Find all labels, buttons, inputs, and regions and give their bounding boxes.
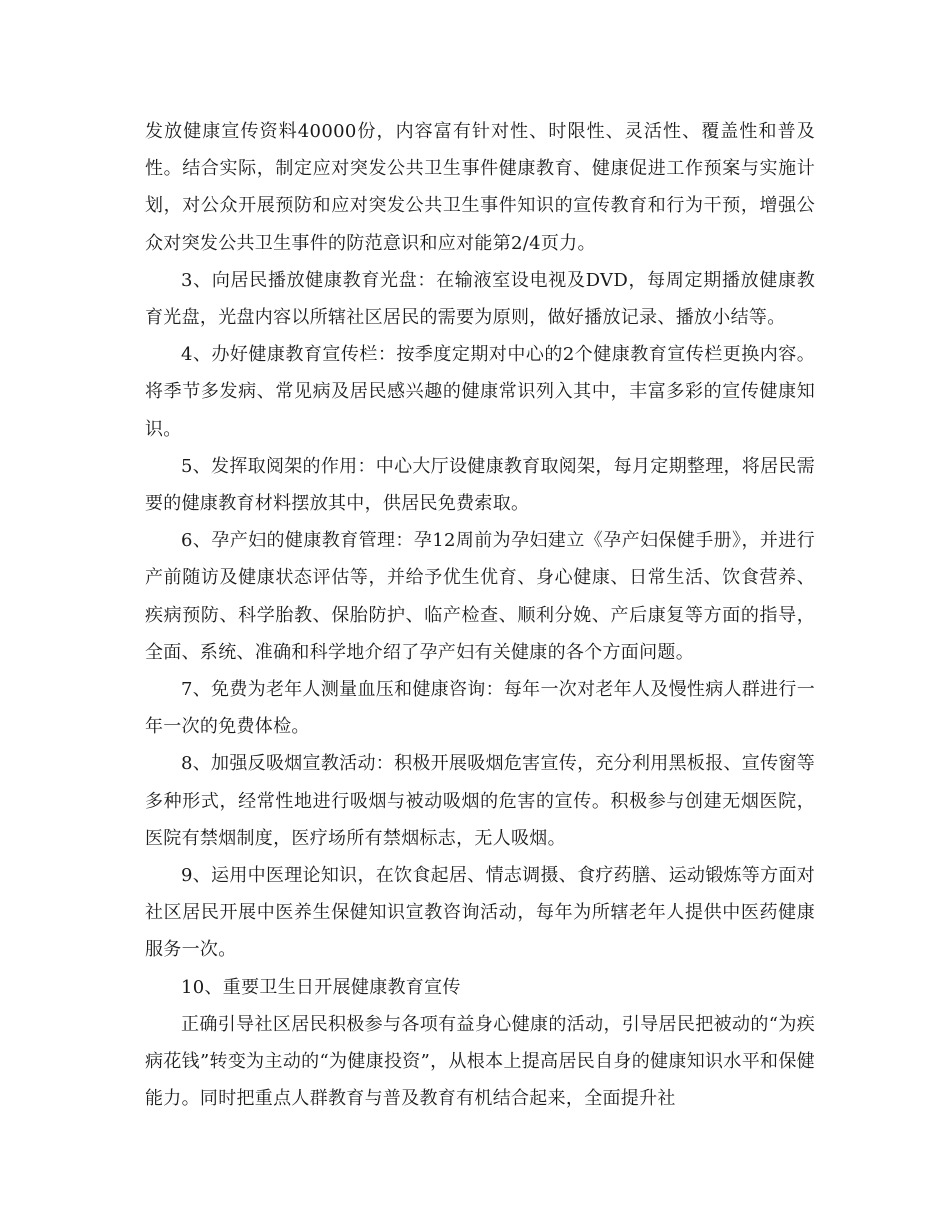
paragraph-closing: 正确引导社区居民积极参与各项有益身心健康的活动，引导居民把被动的“为疾病花钱”转变为主动的“为健康投资”，从根本上提高居民自身的健康知识水平和保健能力。同时把重点人群教育与普及教育有机结合起来，全面提升社 [145,1013,815,1110]
paragraph-item-6: 6、孕产妇的健康教育管理：孕12周前为孕妇建立《孕产妇保健手册》，并进行产前随访及健康状态评估等，并给予优生优育、身心健康、日常生活、饮食营养、疾病预防、科学胎教、保胎防护、临产检查、顺利分娩、产后康复等方面的指导，全面、系统、准确和科学地介绍了孕产妇有关健康的各个方面问题。 [145,530,815,663]
paragraph-item-9: 9、运用中医理论知识，在饮食起居、情志调摄、食疗药膳、运动锻炼等方面对社区居民开展中医养生保健知识宣教咨询活动，每年为所辖老年人提供中医药健康服务一次。 [145,865,815,961]
paragraph-item-7: 7、免费为老年人测量血压和健康咨询：每年一次对老年人及慢性病人群进行一年一次的免费体检。 [145,679,815,738]
paragraph-item-5: 5、发挥取阅架的作用：中心大厅设健康教育取阅架，每月定期整理，将居民需要的健康教育材料摆放其中，供居民免费索取。 [145,455,815,515]
paragraph-intro: 发放健康宣传资料40000份，内容富有针对性、时限性、灵活性、覆盖性和普及性。结合实际，制定应对突发公共卫生事件健康教育、健康促进工作预案与实施计划，对公众开展预防和应对突发公共卫生事件知识的宣传教育和行为干预，增强公众对突发公共卫生事件的防范意识和应对能第2/4页力。 [145,121,815,254]
document-body [145,113,815,1117]
paragraph-item-8: 8、加强反吸烟宣教活动：积极开展吸烟危害宣传，充分利用黑板报、宣传窗等多种形式，经常性地进行吸烟与被动吸烟的危害的宣传。积极参与创建无烟医院，医院有禁烟制度，医疗场所有禁烟标志，无人吸烟。 [145,753,815,849]
paragraph-item-10: 10、重要卫生日开展健康教育宣传 [181,976,461,998]
paragraph-item-4: 4、办好健康教育宣传栏：按季度定期对中心的2个健康教育宣传栏更换内容。将季节多发病、常见病及居民感兴趣的健康常识列入其中，丰富多彩的宣传健康知识。 [145,344,815,440]
paragraph-item-3: 3、向居民播放健康教育光盘：在输液室设电视及DVD，每周定期播放健康教育光盘，光盘内容以所辖社区居民的需要为原则，做好播放记录、播放小结等。 [145,269,815,329]
